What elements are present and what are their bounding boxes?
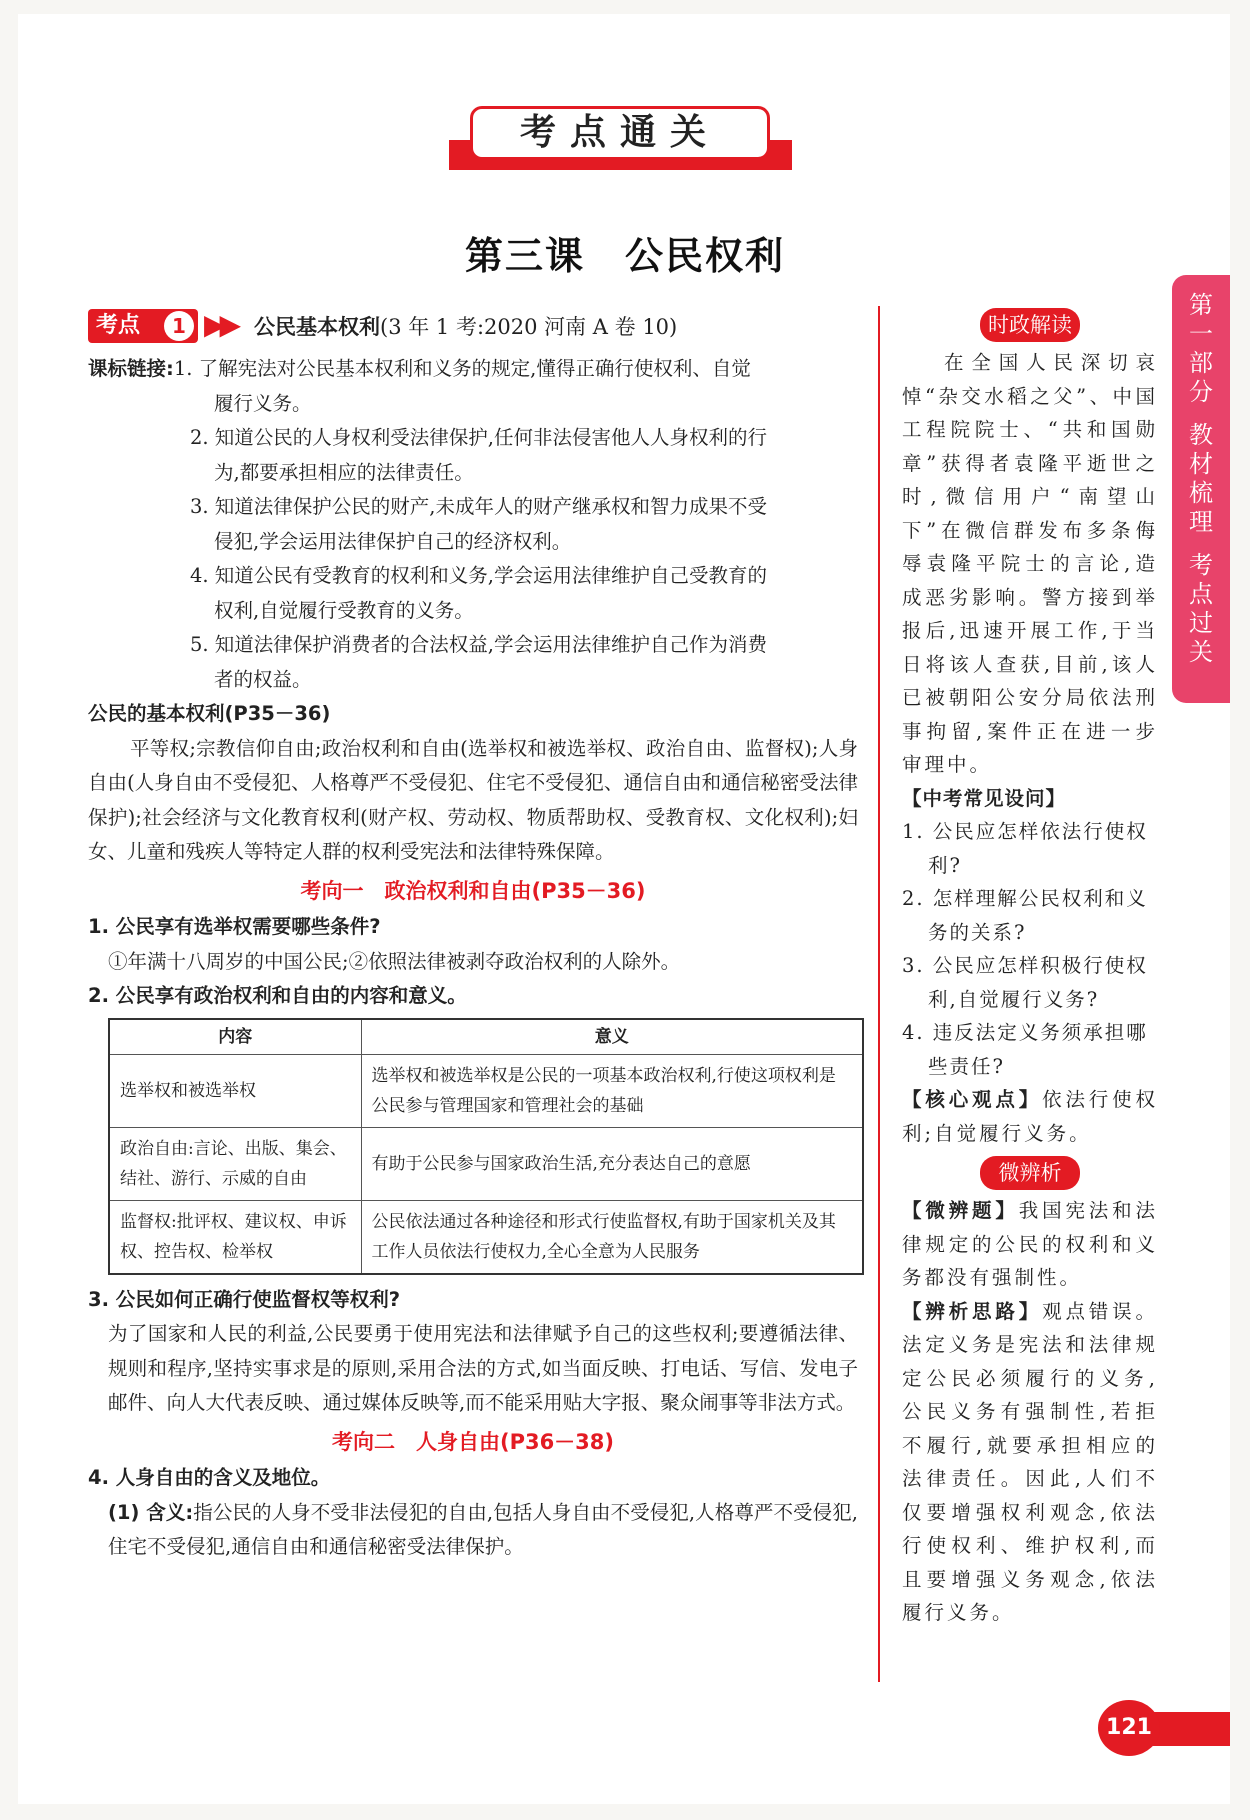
kaodian-badge: 考点	[88, 309, 198, 343]
side-tab-char: 材	[1189, 450, 1213, 478]
news-text: 在全国人民深切哀悼“杂交水稻之父”、中国工程院院士、“共和国勋章”获得者袁隆平逝世之时,微信用户“南望山下”在微信群发布多条侮辱袁隆平院士的言论,造成恶劣影响。警方接到举报后,迅速开展工作,于当日将该人查获,目前,该人已被朝阳公安分局依法刑事拘留,案件正在进一步审理中。	[902, 351, 1158, 776]
kebiao-item-3a: 3. 知道法律保护公民的财产,未成年人的财产继承权和智力成果不受	[190, 495, 768, 518]
lesson-title: 第三课 公民权利	[464, 233, 785, 278]
common-question: 3. 公民应怎样积极行使权利,自觉履行义务?	[902, 954, 1148, 1011]
table-header: 意义	[361, 1019, 863, 1055]
kaoxiang-2-heading: 考向二 人身自由(P36－38)	[331, 1429, 615, 1454]
q3-title: 3. 公民如何正确行使监督权等权利?	[88, 1287, 401, 1311]
wei-label: 【微辨题】	[902, 1199, 1019, 1222]
side-tab-char: 理	[1189, 508, 1213, 536]
side-tab-char: 教	[1189, 421, 1213, 449]
q4-answer: 指公民的人身不受非法侵犯的自由,包括人身自由不受侵犯,人格尊严不受侵犯,住宅不受侵犯,通信自由和通信秘密受法律保护。	[108, 1500, 858, 1558]
q4-title: 4. 人身自由的含义及地位。	[88, 1466, 331, 1489]
banner-title: 考点通关	[470, 106, 770, 160]
basic-rights-heading: 公民的基本权利(P35－36)	[88, 702, 331, 725]
q3-answer: 为了国家和人民的利益,公民要勇于使用宪法和法律赋予自己的这些权利;要遵循法律、规则和程序,坚持实事求是的原则,采用合法的方式,如当面反映、打电话、写信、发电子邮件、向人大代表反映、通过媒体反映等,而不能采用贴大字报、聚众闹事等非法方式。	[108, 1322, 858, 1414]
sidebar	[902, 308, 1158, 1630]
rights-table	[108, 1018, 864, 1275]
side-tab-char: 考	[1189, 551, 1213, 579]
side-tab-char: 一	[1189, 320, 1213, 348]
side-tab-char: 点	[1189, 580, 1213, 608]
kebiao-item-2a: 2. 知道公民的人身权利受法律保护,任何非法侵害他人人身权利的行	[190, 426, 768, 449]
double-arrow-icon: ▶▶	[204, 308, 236, 341]
common-question: 1. 公民应怎样依法行使权利?	[902, 820, 1148, 877]
q4-answer-block	[88, 1496, 858, 1565]
main-content	[88, 352, 858, 1565]
kebiao-item-1a: 1. 了解宪法对公民基本权利和义务的规定,懂得正确行使权利、自觉	[173, 357, 751, 380]
core-label: 【核心观点】	[902, 1088, 1043, 1111]
kebiao-item-1b: 履行义务。	[214, 391, 312, 415]
kebiao-item-2b: 为,都要承担相应的法律责任。	[214, 460, 474, 484]
kaodian-title-main: 公民基本权利	[254, 315, 380, 339]
kaoxiang-1-heading: 考向一 政治权利和自由(P35－36)	[300, 878, 646, 903]
wei-text: 我国宪法和法律规定的公民的权利和义务都没有强制性。	[902, 1199, 1158, 1289]
q1-title: 1. 公民享有选举权需要哪些条件?	[88, 915, 381, 938]
kebiao-item-5b: 者的权益。	[214, 667, 312, 691]
kebiao-item-3b: 侵犯,学会运用法律保护自己的经济权利。	[214, 529, 572, 553]
q2-title: 2. 公民享有政治权利和自由的内容和意义。	[88, 984, 467, 1007]
table-row	[109, 1200, 863, 1274]
shizheng-pill: 时政解读	[980, 308, 1080, 342]
table-row	[109, 1127, 863, 1200]
side-tab-char: 分	[1189, 378, 1213, 406]
table-cell: 选举权和被选举权	[109, 1054, 361, 1127]
side-tab-char: 过	[1189, 609, 1213, 637]
table-cell: 监督权:批评权、建议权、申诉权、控告权、检举权	[109, 1200, 361, 1274]
side-tab	[1172, 275, 1230, 703]
table-cell: 公民依法通过各种途径和形式行使监督权,有助于国家机关及其工作人员依法行使权力,全心全意为人民服务	[361, 1200, 863, 1274]
q4-label: (1) 含义:	[108, 1500, 194, 1524]
table-header: 内容	[109, 1019, 361, 1055]
table-row	[109, 1054, 863, 1127]
common-question: 4. 违反法定义务须承担哪些责任?	[902, 1021, 1148, 1078]
kaodian-number: 1	[164, 311, 194, 341]
kebiao-item-4a: 4. 知道公民有受教育的权利和义务,学会运用法律维护自己受教育的	[190, 564, 768, 587]
kebiao-item-4b: 权利,自觉履行受教育的义务。	[214, 598, 474, 622]
table-header-row	[109, 1019, 863, 1055]
kebiao-label: 课标链接:	[88, 357, 174, 380]
column-divider	[878, 306, 880, 1682]
side-tab-char: 第	[1189, 291, 1213, 319]
bianxi-verdict: 观点错误。	[1042, 1299, 1158, 1323]
kaodian-title	[254, 310, 677, 344]
side-tab-char: 关	[1189, 638, 1213, 666]
bianxi-label: 【辨析思路】	[902, 1299, 1043, 1323]
core-text: 依法行使权利;自觉履行义务。	[902, 1088, 1158, 1145]
side-tab-char: 梳	[1189, 479, 1213, 507]
bianxi	[902, 1295, 1158, 1630]
table-cell: 政治自由:言论、出版、集会、结社、游行、示威的自由	[109, 1127, 361, 1200]
q1-answer: ①年满十八周岁的中国公民;②依照法律被剥夺政治权利的人除外。	[108, 949, 681, 973]
common-question: 2. 怎样理解公民权利和义务的关系?	[902, 887, 1148, 944]
side-tab-char: 部	[1189, 349, 1213, 377]
bianxi-text: 法定义务是宪法和法律规定公民必须履行的义务,公民义务有强制性,若拒不履行,就要承担相应的法律责任。因此,人们不仅要增强权利观念,依法行使权利、维护权利,而且要增强义务观念,依法履行义务。	[902, 1333, 1158, 1624]
weibianxi-pill: 微辨析	[980, 1156, 1080, 1190]
kaodian-source: (3 年 1 考:2020 河南 A 卷 10)	[380, 315, 678, 339]
kebiao-item-5a: 5. 知道法律保护消费者的合法权益,学会运用法律维护自己作为消费	[190, 633, 768, 656]
wei-question	[902, 1194, 1158, 1295]
core-viewpoint	[902, 1083, 1158, 1150]
table-cell: 选举权和被选举权是公民的一项基本政治权利,行使这项权利是公民参与管理国家和管理社会的基础	[361, 1054, 863, 1127]
page-number: 121	[1098, 1700, 1160, 1756]
table-cell: 有助于公民参与国家政治生活,充分表达自己的意愿	[361, 1127, 863, 1200]
common-questions-heading: 【中考常见设问】	[902, 786, 1067, 810]
basic-rights-text: 平等权;宗教信仰自由;政治权利和自由(选举权和被选举权、政治自由、监督权);人身自由(人身自由不受侵犯、人格尊严不受侵犯、住宅不受侵犯、通信自由和通信秘密受法律保护);社会经济与文化教育权利(财产权、劳动权、物质帮助权、受教育权、文化权利);妇女、儿童和残疾人等特定人群的权利受宪法和法律特殊保障。	[88, 736, 858, 863]
